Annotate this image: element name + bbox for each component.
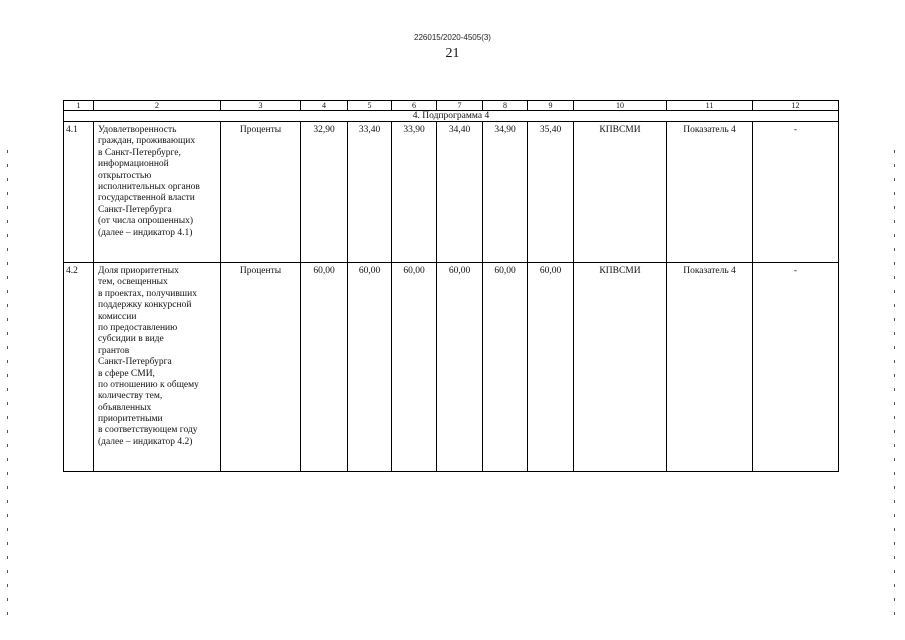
table-row (64, 263, 839, 472)
indicator-name-line: открытостью (98, 170, 152, 181)
edge-tick (7, 416, 8, 419)
edge-tick (894, 360, 895, 363)
edge-tick (894, 150, 895, 153)
edge-tick (7, 318, 8, 321)
column-header: 12 (753, 101, 839, 111)
edge-tick (894, 556, 895, 559)
indicator-name-line: в сфере СМИ, (98, 368, 155, 379)
edge-tick (7, 374, 8, 377)
edge-tick (7, 472, 8, 475)
edge-tick (894, 430, 895, 433)
row-number: 4.1 (64, 122, 94, 263)
edge-tick (894, 486, 895, 489)
edge-tick (894, 500, 895, 503)
column-header: 5 (348, 101, 392, 111)
column-header: 9 (528, 101, 574, 111)
edge-tick (894, 528, 895, 531)
edge-tick (7, 514, 8, 517)
edge-tick (7, 206, 8, 209)
indicator-name-line: комиссии (98, 311, 137, 322)
indicator-name-line: количеству тем, (98, 391, 163, 402)
edge-tick (7, 542, 8, 545)
value-cell: 60,00 (483, 263, 528, 472)
column-header: 7 (437, 101, 483, 111)
value-cell: 60,00 (301, 263, 348, 472)
indicator-name-line: граждан, проживающих (98, 136, 196, 147)
column-header: 8 (483, 101, 528, 111)
edge-tick (894, 542, 895, 545)
edge-tick (7, 458, 8, 461)
indicator-name (94, 122, 221, 263)
column-header: 2 (94, 101, 221, 111)
edge-tick (894, 164, 895, 167)
indicator-name-line: тем, освещенных (98, 277, 168, 288)
edge-tick (7, 262, 8, 265)
edge-tick (7, 234, 8, 237)
edge-tick (7, 220, 8, 223)
value-cell: 60,00 (528, 263, 574, 472)
edge-tick (7, 178, 8, 181)
edge-tick (894, 472, 895, 475)
edge-tick (894, 276, 895, 279)
value-cell: 32,90 (301, 122, 348, 263)
edge-tick (7, 556, 8, 559)
indicator-name-line: Доля приоритетных (98, 266, 179, 276)
indicator-name-line: (от числа опрошенных) (98, 216, 194, 227)
value-cell: 60,00 (392, 263, 437, 472)
edge-tick (7, 570, 8, 573)
value-cell: 60,00 (437, 263, 483, 472)
edge-tick (894, 262, 895, 265)
edge-tick (894, 290, 895, 293)
subprogram-row (64, 111, 839, 122)
edge-tick (7, 304, 8, 307)
edge-tick (894, 514, 895, 517)
column-header: 1 (64, 101, 94, 111)
edge-tick (7, 430, 8, 433)
edge-tick (894, 570, 895, 573)
edge-tick (7, 332, 8, 335)
row-number: 4.2 (64, 263, 94, 472)
edge-tick (894, 206, 895, 209)
indicator-name-line: (далее – индикатор 4.2) (98, 436, 193, 447)
edge-tick (7, 500, 8, 503)
responsible-cell: КПВСМИ (574, 263, 667, 472)
left-edge-marks (7, 0, 10, 640)
column-header: 11 (667, 101, 753, 111)
indicator-name-line: исполнительных органов (98, 181, 200, 192)
value-cell: 33,40 (348, 122, 392, 263)
indicator-name-line: в соответствующем году (98, 425, 198, 436)
edge-tick (7, 346, 8, 349)
subprogram-title: 4. Подпрограмма 4 (64, 111, 839, 122)
page-number: 21 (445, 46, 460, 61)
indicator-name-line: по отношению к общему (98, 379, 199, 390)
indicator-name (94, 263, 221, 472)
note-cell: - (753, 263, 839, 472)
edge-tick (894, 416, 895, 419)
edge-tick (894, 598, 895, 601)
edge-tick (894, 346, 895, 349)
value-cell: 35,40 (528, 122, 574, 263)
indicator-name-line: Санкт-Петербурга (98, 204, 172, 215)
edge-tick (894, 374, 895, 377)
value-cell: 33,90 (392, 122, 437, 263)
indicator-name-line: Санкт-Петербурга (98, 357, 172, 368)
responsible-cell: КПВСМИ (574, 122, 667, 263)
value-cell: 60,00 (348, 263, 392, 472)
edge-tick (7, 360, 8, 363)
column-header: 10 (574, 101, 667, 111)
edge-tick (894, 248, 895, 251)
column-header: 4 (301, 101, 348, 111)
indicator-name-line: в Санкт-Петербурге, (98, 147, 181, 158)
indicators-table (63, 100, 839, 472)
edge-tick (7, 486, 8, 489)
unit-cell: Проценты (221, 263, 301, 472)
indicator-name-line: поддержку конкурсной (98, 300, 192, 311)
right-edge-marks (894, 0, 897, 640)
edge-tick (894, 612, 895, 615)
edge-tick (7, 584, 8, 587)
edge-tick (7, 290, 8, 293)
edge-tick (894, 220, 895, 223)
indicator-name-line: приоритетными (98, 414, 163, 425)
value-cell: 34,90 (483, 122, 528, 263)
column-number-row (64, 101, 839, 111)
edge-tick (7, 192, 8, 195)
note-cell: - (753, 122, 839, 263)
edge-tick (894, 444, 895, 447)
edge-tick (7, 528, 8, 531)
edge-tick (7, 444, 8, 447)
table-row (64, 122, 839, 263)
edge-tick (894, 332, 895, 335)
indicator-name-line: грантов (98, 345, 130, 356)
indicator-name-line: информационной (98, 159, 169, 170)
edge-tick (894, 192, 895, 195)
indicator-name-line: в проектах, получивших (98, 288, 197, 299)
indicator-name-line: государственной власти (98, 193, 195, 204)
edge-tick (7, 276, 8, 279)
column-header: 3 (221, 101, 301, 111)
edge-tick (7, 150, 8, 153)
column-header: 6 (392, 101, 437, 111)
edge-tick (894, 234, 895, 237)
indicator-name-line: объявленных (98, 402, 152, 413)
edge-tick (894, 318, 895, 321)
indicator-link-cell: Показатель 4 (667, 263, 753, 472)
unit-cell: Проценты (221, 122, 301, 263)
edge-tick (894, 458, 895, 461)
edge-tick (7, 598, 8, 601)
edge-tick (894, 388, 895, 391)
document-number: 226015/2020-4505(3) (414, 33, 491, 42)
edge-tick (7, 248, 8, 251)
indicator-name-line: Удовлетворенность (98, 125, 177, 135)
indicator-name-line: субсидии в виде (98, 334, 164, 345)
edge-tick (894, 584, 895, 587)
indicator-link-cell: Показатель 4 (667, 122, 753, 263)
edge-tick (7, 388, 8, 391)
edge-tick (7, 612, 8, 615)
indicator-name-line: по предоставлению (98, 322, 178, 333)
edge-tick (894, 178, 895, 181)
edge-tick (894, 402, 895, 405)
indicator-name-line: (далее – индикатор 4.1) (98, 227, 193, 238)
edge-tick (7, 164, 8, 167)
edge-tick (894, 304, 895, 307)
edge-tick (7, 402, 8, 405)
value-cell: 34,40 (437, 122, 483, 263)
